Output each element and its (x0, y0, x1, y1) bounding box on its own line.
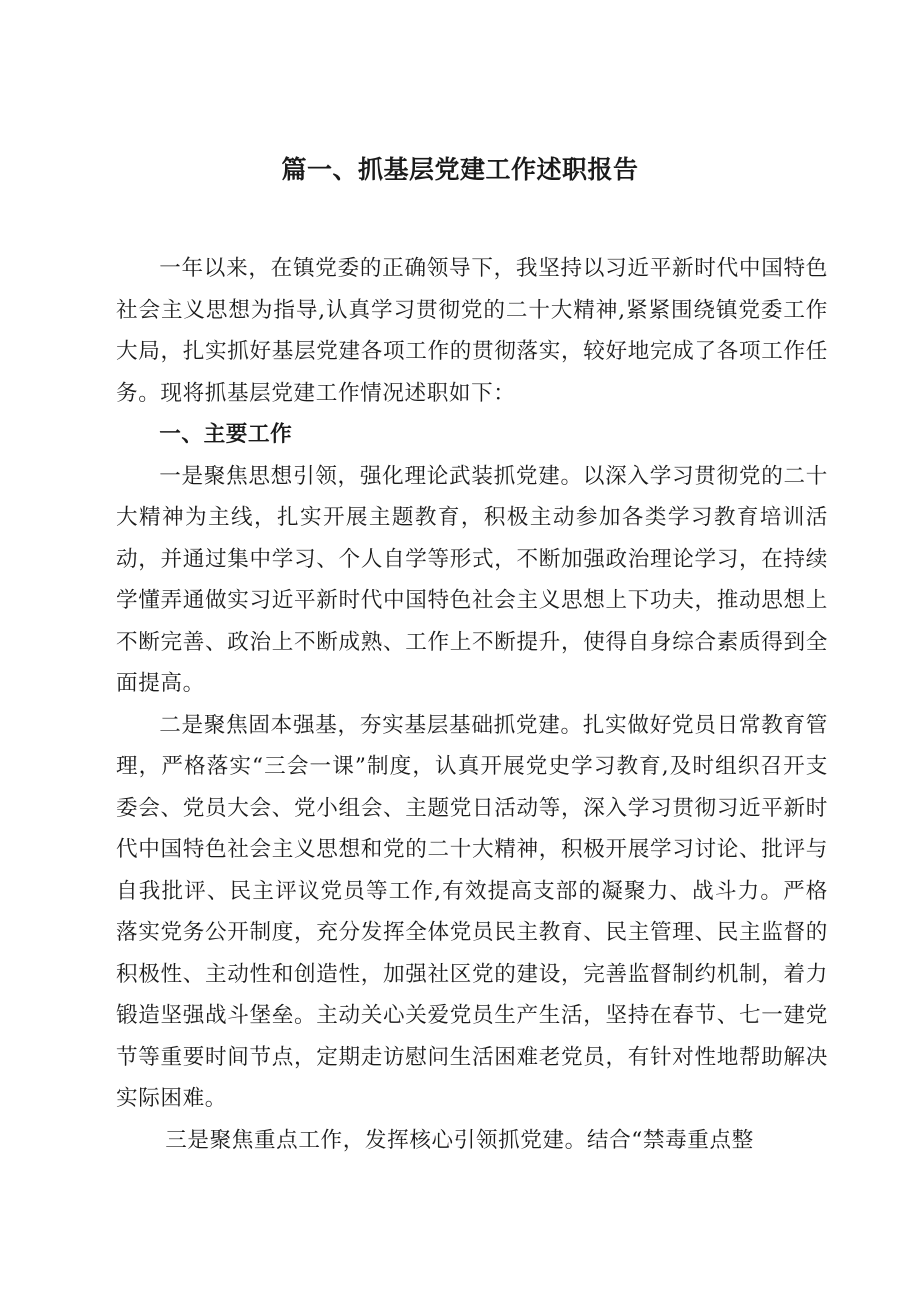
document-title: 篇一、抓基层党建工作述职报告 (281, 155, 639, 184)
body-paragraph-1: 一是聚焦思想引领，强化理论武装抓党建。以深入学习贯彻党的二十大精神为主线，扎实开展主题教育，积极主动参加各类学习教育培训活动，并通过集中学习、个人自学等形式，不断加强政治理论学习，在持续学懂弄通做实习近平新时代中国特色社会主义思想上下功夫，推动思想上不断完善、政治上不断成熟、工作上不断提升，使得自身综合素质得到全面提高。 (116, 463, 828, 696)
intro-paragraph: 一年以来，在镇党委的正确领导下，我坚持以习近平新时代中国特色社会主义思想为指导,认真学习贯彻党的二十大精神,紧紧围绕镇党委工作大局，扎实抓好基层党建各项工作的贯彻落实，较好地完成了各项工作任务。现将抓基层党建工作情况述职如下： (116, 256, 828, 406)
document-body (116, 248, 828, 1161)
body-paragraph-3: 三是聚焦重点工作，发挥核心引领抓党建。结合“禁毒重点整 (165, 1127, 754, 1153)
body-paragraph-2: 二是聚焦固本强基，夯实基层基础抓党建。扎实做好党员日常教育管理，严格落实“三会一课”制度，认真开展党史学习教育,及时组织召开支委会、党员大会、党小组会、主题党日活动等，深入学习贯彻习近平新时代中国特色社会主义思想和党的二十大精神，积极开展学习讨论、批评与自我批评、民主评议党员等工作,有效提高支部的凝聚力、战斗力。严格落实党务公开制度，充分发挥全体党员民主教育、民主管理、民主监督的积极性、主动性和创造性，加强社区党的建设，完善监督制约机制，着力锻造坚强战斗堡垒。主动关心关爱党员生产生活，坚持在春节、七一建党节等重要时间节点，定期走访慰问生活困难老党员，有针对性地帮助解决实际困难。 (116, 712, 828, 1111)
section-heading: 一、主要工作 (159, 422, 293, 447)
